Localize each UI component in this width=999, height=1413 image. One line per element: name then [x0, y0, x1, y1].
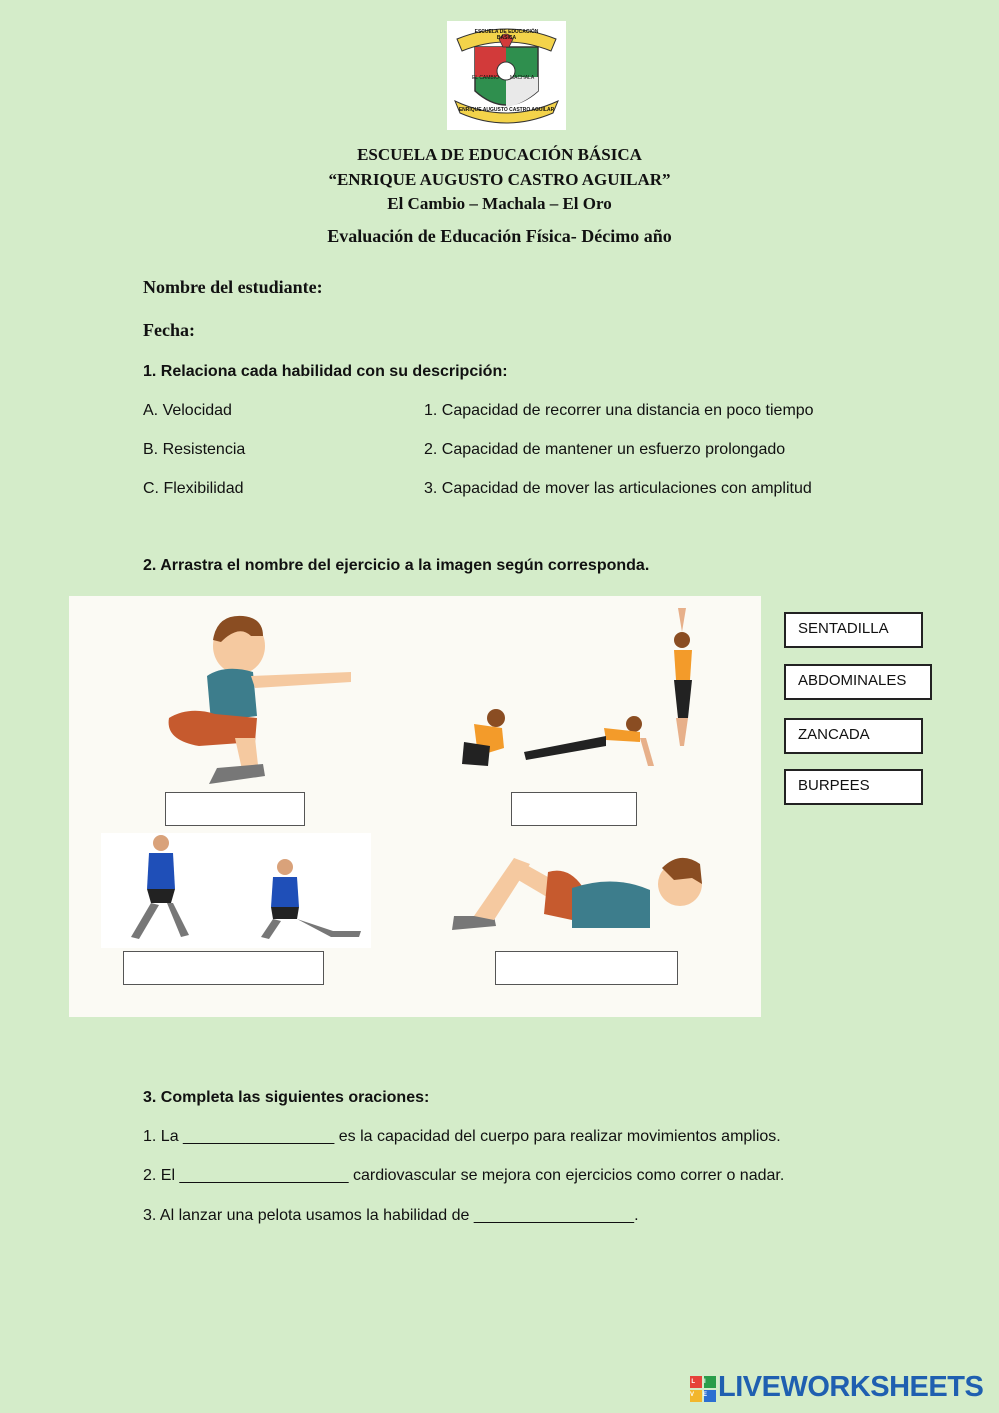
date-label: Fecha: [143, 320, 195, 340]
liveworksheets-icon-letters: LIVE [690, 1379, 717, 1398]
q3-sentence-2: 2. El ___________________ cardiovascular se mejora con ejercicios como correr o nadar. [143, 1167, 785, 1184]
drop-zone-crunch[interactable] [495, 951, 678, 985]
evaluation-title: Evaluación de Educación Física- Décimo año [327, 226, 672, 246]
burpees-illustration [444, 606, 744, 776]
school-name-line1: ESCUELA DE EDUCACIÓN BÁSICA [357, 145, 642, 164]
seal-ribbon-bottom-text: ENRIQUE AUGUSTO CASTRO AGUILAR [458, 107, 555, 113]
q1-skill-c: C. Flexibilidad [143, 480, 244, 497]
school-location: El Cambio – Machala – El Oro [387, 194, 612, 213]
q3-sentence-1: 1. La _________________ es la capacidad del cuerpo para realizar movimientos amplios. [143, 1128, 781, 1145]
q3-title: 3. Completa las siguientes oraciones: [143, 1089, 430, 1106]
drag-option-abdominales[interactable]: ABDOMINALES [784, 664, 932, 700]
crunch-illustration [444, 844, 724, 944]
seal-ribbon-top-text: ESCUELA DE EDUCACIÓN BÁSICA [474, 29, 539, 41]
q3-sentence-3: 3. Al lanzar una pelota usamos la habilidad de __________________. [143, 1207, 639, 1224]
drop-zone-burpees[interactable] [511, 792, 637, 826]
student-name-label: Nombre del estudiante: [143, 277, 323, 297]
drop-zone-squat[interactable] [165, 792, 305, 826]
q1-skill-b: B. Resistencia [143, 441, 246, 458]
drag-option-zancada[interactable]: ZANCADA [784, 718, 923, 754]
exercise-image-panel [69, 596, 761, 1017]
drag-option-burpees[interactable]: BURPEES [784, 769, 923, 805]
liveworksheets-brand: LIVEWORKSHEETS [718, 1371, 984, 1403]
school-name-line2: “ENRIQUE AUGUSTO CASTRO AGUILAR” [328, 170, 671, 189]
q1-title: 1. Relaciona cada habilidad con su descripción: [143, 363, 508, 380]
q1-description-2: 2. Capacidad de mantener un esfuerzo prolongado [424, 441, 786, 458]
drop-zone-lunge[interactable] [123, 951, 324, 985]
lunge-illustration [101, 833, 371, 948]
squat-illustration [159, 606, 359, 796]
seal-right-text: MACHALA [510, 75, 535, 81]
q1-description-1: 1. Capacidad de recorrer una distancia en poco tiempo [424, 402, 814, 419]
q2-title: 2. Arrastra el nombre del ejercicio a la imagen según corresponda. [143, 557, 650, 574]
drag-option-sentadilla[interactable]: SENTADILLA [784, 612, 923, 648]
seal-left-text: EL CAMBIO [472, 75, 500, 81]
q1-skill-a: A. Velocidad [143, 402, 232, 419]
q1-description-3: 3. Capacidad de mover las articulaciones con amplitud [424, 480, 812, 497]
